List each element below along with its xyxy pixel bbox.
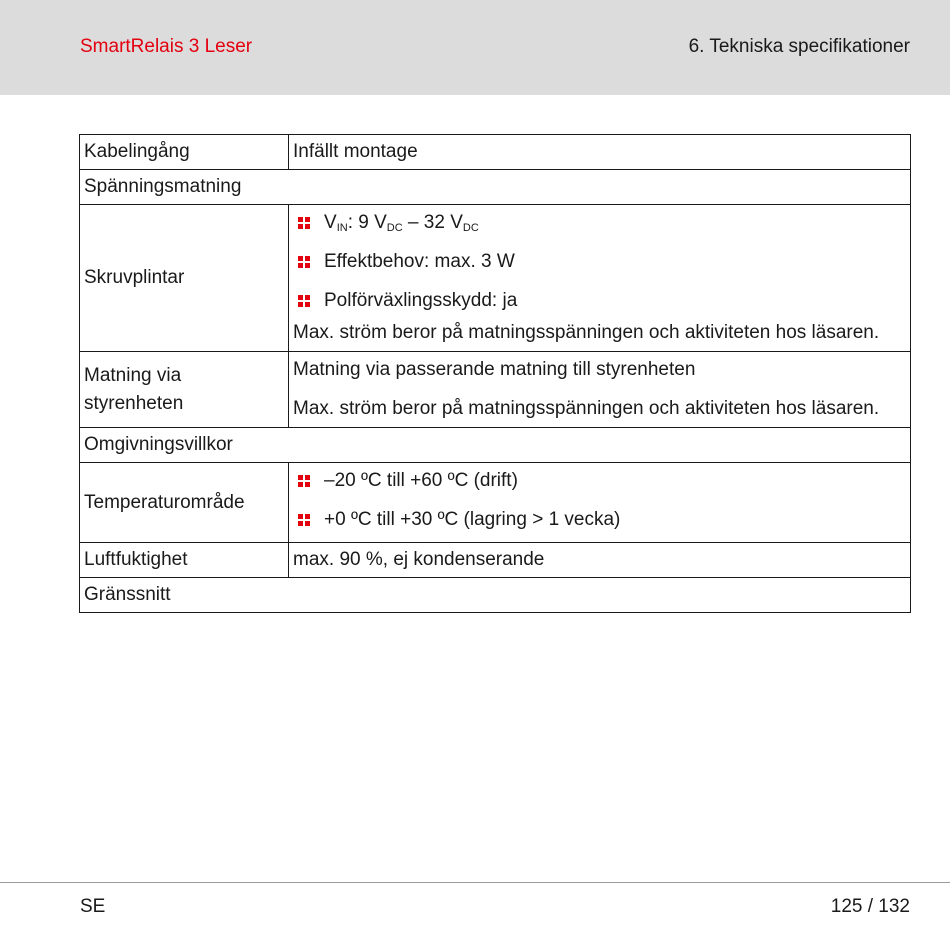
list-item: [293, 506, 906, 534]
section-interface: Gränssnitt: [80, 578, 911, 613]
row-label-screw-terminals: Skruvplintar: [80, 205, 289, 352]
table-row: [80, 352, 911, 428]
table-row: [80, 543, 911, 578]
polarity-protection-text: Polförväxlingsskydd: ja: [324, 290, 518, 311]
row-value-screw-terminals: [289, 205, 911, 352]
voltage-range-text: $V_{IN}$: 9 $V_{DC} - 32$ $V_{DC}$: [324, 212, 479, 234]
row-label-controller-supply: Matning via styrenheten: [80, 352, 289, 428]
red-square-bullet-icon: [298, 295, 310, 307]
list-item: [293, 467, 906, 495]
row-label-cable-entry: Kabelingång: [80, 135, 289, 170]
max-current-note: Max. ström beror på matningsspänningen och aktiviteten hos läsaren.: [293, 322, 880, 343]
row-label-humidity: Luftfuktighet: [80, 543, 289, 578]
storage-temperature-text: +0 ºC till +30 ºC (lagring > 1 vecka): [324, 509, 621, 530]
chapter-title: 6. Tekniska specifikationer: [688, 36, 910, 57]
list-item: [293, 209, 906, 237]
row-value-controller-supply: [289, 352, 911, 428]
list-item: [293, 287, 906, 315]
power-requirement-text: Effektbehov: max. 3 W: [324, 251, 515, 272]
page-header: [0, 0, 950, 95]
red-square-bullet-icon: [298, 256, 310, 268]
red-square-bullet-icon: [298, 217, 310, 229]
operating-temperature-text: –20 ºC till +60 ºC (drift): [324, 470, 518, 491]
table-section-row: [80, 578, 911, 613]
controller-supply-text: Matning via passerande matning till styrenheten: [293, 359, 696, 380]
red-square-bullet-icon: [298, 514, 310, 526]
row-value-temperature: [289, 463, 911, 543]
row-label-temperature: Temperaturområde: [80, 463, 289, 543]
table-section-row: [80, 170, 911, 205]
red-square-bullet-icon: [298, 475, 310, 487]
row-value-humidity: max. 90 %, ej kondenserande: [289, 543, 911, 578]
language-code: SE: [80, 896, 106, 917]
table-row: [80, 463, 911, 543]
section-environment: Omgivningsvillkor: [80, 428, 911, 463]
table-row: [80, 135, 911, 170]
section-power-supply: Spänningsmatning: [80, 170, 911, 205]
table-row: [80, 205, 911, 352]
specification-table: [79, 134, 911, 613]
product-name: SmartRelais 3 Leser: [80, 36, 253, 57]
page-number: 125 / 132: [830, 896, 910, 917]
footer-divider: [0, 882, 950, 883]
max-current-note: Max. ström beror på matningsspänningen och aktiviteten hos läsaren.: [293, 398, 880, 419]
list-item: [293, 248, 906, 276]
table-section-row: [80, 428, 911, 463]
row-value-cable-entry: Infällt montage: [289, 135, 911, 170]
